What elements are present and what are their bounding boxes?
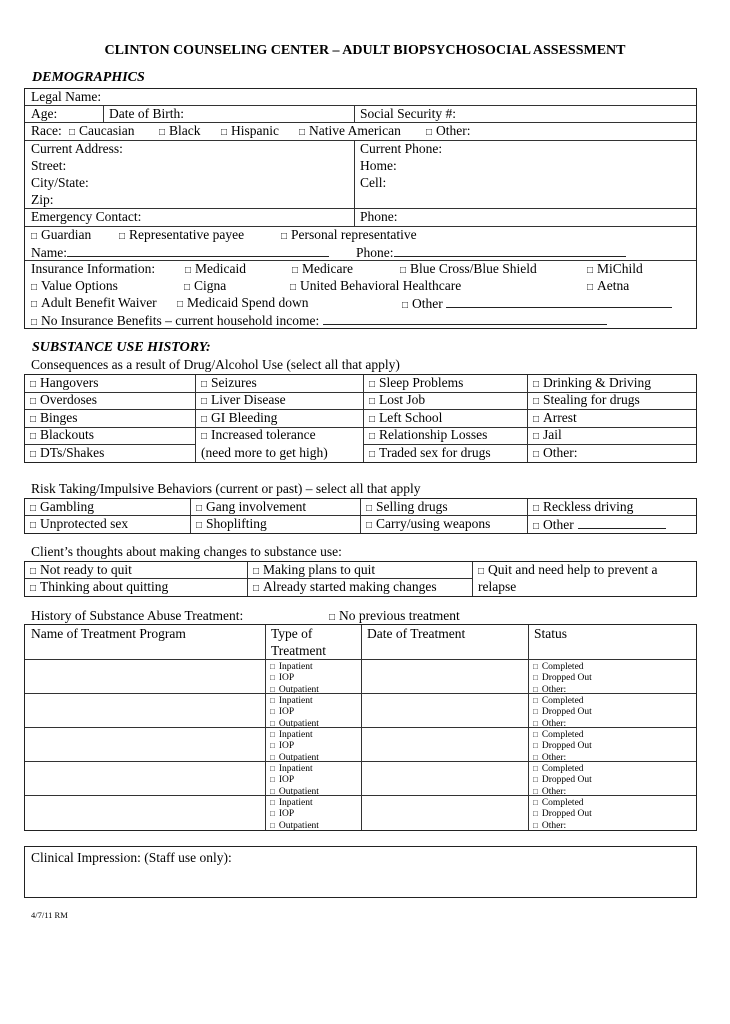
ssn-label: Social Security #:: [360, 106, 456, 121]
checkbox-icon[interactable]: □: [270, 730, 275, 739]
consequence-option[interactable]: □ Increased tolerance: [201, 427, 316, 443]
checkbox-icon[interactable]: □: [270, 775, 275, 785]
checkbox-icon[interactable]: □: [253, 583, 260, 594]
race-option-other[interactable]: □ Other:: [426, 123, 471, 138]
treatment-label: History of Substance Abuse Treatment:: [31, 608, 244, 623]
treatment-type-option[interactable]: □ IOP: [270, 707, 295, 718]
thought-already-started[interactable]: □ Already started making changes: [253, 579, 437, 594]
thought-quit-line2: relapse: [478, 579, 517, 594]
checkbox-icon[interactable]: □: [221, 127, 228, 138]
status-option[interactable]: □ Other:: [533, 752, 567, 763]
home-phone-label: Home:: [360, 158, 397, 173]
clinical-impression-box[interactable]: [24, 846, 697, 898]
status-option[interactable]: □ Completed: [533, 696, 584, 706]
checkbox-icon[interactable]: □: [270, 707, 275, 717]
checkbox-icon[interactable]: □: [201, 379, 208, 390]
checkbox-icon[interactable]: □: [533, 431, 540, 443]
checkbox-icon[interactable]: □: [478, 566, 485, 577]
insurance-cigna[interactable]: □ Cigna: [184, 278, 227, 293]
status-option[interactable]: □ Dropped Out: [533, 775, 592, 786]
checkbox-icon[interactable]: □: [426, 127, 433, 138]
clinical-impression-label: Clinical Impression: (Staff use only):: [31, 850, 232, 865]
status-option[interactable]: □ Dropped Out: [533, 707, 592, 718]
insurance-medicaid-spend-down[interactable]: □ Medicaid Spend down: [177, 295, 309, 310]
checkbox-icon[interactable]: □: [299, 127, 306, 138]
status-option[interactable]: □ Other:: [533, 684, 567, 695]
insurance-none-household-income[interactable]: □ No Insurance Benefits – current household income:: [31, 312, 607, 331]
checkbox-icon[interactable]: □: [270, 820, 275, 830]
current-phone-label: Current Phone:: [360, 141, 443, 156]
treatment-type-option[interactable]: □ Inpatient: [270, 798, 313, 808]
insurance-united-behavioral[interactable]: □ United Behavioral Healthcare: [290, 278, 462, 293]
treatment-type-option[interactable]: □ Inpatient: [270, 730, 313, 740]
checkbox-icon[interactable]: □: [30, 503, 37, 514]
checkbox-icon[interactable]: □: [270, 798, 275, 807]
insurance-label: Insurance Information:: [31, 261, 156, 276]
checkbox-icon[interactable]: □: [253, 566, 260, 577]
option-guardian[interactable]: □ Guardian: [31, 227, 92, 242]
risk-option[interactable]: □ Other: [533, 516, 666, 535]
no-previous-treatment[interactable]: □ No previous treatment: [329, 608, 460, 623]
treatment-type-option[interactable]: □ IOP: [270, 673, 295, 684]
checkbox-icon[interactable]: □: [402, 300, 409, 311]
checkbox-icon[interactable]: □: [369, 413, 376, 425]
treatment-type-option[interactable]: □ Inpatient: [270, 662, 313, 672]
risk-option[interactable]: □ Selling drugs: [366, 499, 448, 514]
checkbox-icon[interactable]: □: [533, 730, 538, 739]
consequence-option[interactable]: □ Sleep Problems: [369, 375, 464, 390]
checkbox-icon[interactable]: □: [201, 431, 208, 443]
thoughts-label: Client’s thoughts about making changes to substance use:: [31, 544, 342, 559]
form-title: CLINTON COUNSELING CENTER – ADULT BIOPSYCHOSOCIAL ASSESSMENT: [104, 43, 626, 58]
race-label: Race:: [31, 123, 62, 138]
checkbox-icon[interactable]: □: [533, 521, 540, 532]
race-option-caucasian[interactable]: □ Caucasian: [69, 123, 135, 138]
checkbox-icon[interactable]: □: [587, 282, 594, 293]
risk-option[interactable]: □ Carry/using weapons: [366, 516, 491, 531]
insurance-medicare[interactable]: □ Medicare: [292, 261, 354, 276]
checkbox-icon[interactable]: □: [31, 231, 38, 242]
consequence-option[interactable]: □ DTs/Shakes: [30, 444, 105, 460]
checkbox-icon[interactable]: □: [30, 566, 37, 577]
dob-label: Date of Birth:: [109, 106, 184, 121]
treatment-type-option[interactable]: □ Outpatient: [270, 718, 319, 729]
consequence-option[interactable]: □ Blackouts: [30, 427, 95, 443]
footer-revision: 4/7/11 RM: [31, 910, 68, 920]
consequence-option[interactable]: □ Arrest: [533, 409, 577, 425]
checkbox-icon[interactable]: □: [185, 265, 192, 276]
thought-thinking[interactable]: □ Thinking about quitting: [30, 579, 169, 594]
checkbox-icon[interactable]: □: [30, 583, 37, 594]
status-option[interactable]: □ Other:: [533, 718, 567, 729]
checkbox-icon[interactable]: □: [533, 741, 538, 751]
checkbox-icon[interactable]: □: [533, 448, 540, 460]
zip-label: Zip:: [31, 192, 54, 207]
checkbox-icon[interactable]: □: [119, 231, 126, 242]
treatment-type-option[interactable]: □ Outpatient: [270, 820, 319, 831]
checkbox-icon[interactable]: □: [31, 282, 38, 293]
checkbox-icon[interactable]: □: [270, 809, 275, 819]
checkbox-icon[interactable]: □: [270, 741, 275, 751]
checkbox-icon[interactable]: □: [292, 265, 299, 276]
checkbox-icon[interactable]: □: [533, 718, 538, 728]
checkbox-icon[interactable]: □: [533, 775, 538, 785]
risk-option[interactable]: □ Shoplifting: [196, 516, 267, 531]
checkbox-icon[interactable]: □: [30, 396, 37, 408]
checkbox-icon[interactable]: □: [369, 396, 376, 408]
race-option-hispanic[interactable]: □ Hispanic: [221, 123, 280, 138]
checkbox-icon[interactable]: □: [533, 707, 538, 717]
checkbox-icon[interactable]: □: [533, 786, 538, 796]
race-option-black[interactable]: □ Black: [159, 123, 201, 138]
insurance-michild[interactable]: □ MiChild: [587, 261, 643, 276]
risk-option[interactable]: □ Unprotected sex: [30, 516, 129, 531]
checkbox-icon[interactable]: □: [270, 764, 275, 773]
emergency-contact-label: Emergency Contact:: [31, 209, 142, 224]
consequence-option[interactable]: □ Left School: [369, 409, 443, 425]
cell-phone-label: Cell:: [360, 175, 387, 190]
checkbox-icon[interactable]: □: [533, 820, 538, 830]
street-label: Street:: [31, 158, 67, 173]
consequences-label: Consequences as a result of Drug/Alcohol Use (select all that apply): [31, 357, 400, 372]
checkbox-icon[interactable]: □: [270, 718, 275, 728]
rep-phone-field[interactable]: Phone:: [356, 244, 626, 261]
checkbox-icon[interactable]: □: [533, 673, 538, 683]
checkbox-icon[interactable]: □: [201, 396, 208, 408]
checkbox-icon[interactable]: □: [196, 520, 203, 531]
treatment-type-option[interactable]: □ Inpatient: [270, 764, 313, 774]
checkbox-icon[interactable]: □: [270, 673, 275, 683]
thoughts-table: [24, 561, 697, 597]
risk-option[interactable]: □ Gambling: [30, 499, 95, 514]
checkbox-icon[interactable]: □: [533, 752, 538, 762]
header-status: Status: [534, 626, 568, 641]
consequence-option[interactable]: □ Jail: [533, 427, 562, 443]
header-type-line2: Treatment: [271, 643, 326, 658]
checkbox-icon[interactable]: □: [533, 696, 538, 705]
checkbox-icon[interactable]: □: [369, 379, 376, 390]
checkbox-icon[interactable]: □: [533, 662, 538, 671]
checkbox-icon[interactable]: □: [201, 413, 208, 425]
treatment-type-option[interactable]: □ Outpatient: [270, 684, 319, 695]
checkbox-icon[interactable]: □: [533, 396, 540, 408]
checkbox-icon[interactable]: □: [270, 662, 275, 671]
checkbox-icon[interactable]: □: [196, 503, 203, 514]
checkbox-icon[interactable]: □: [31, 299, 38, 310]
consequence-option[interactable]: □ Other:: [533, 444, 578, 460]
treatment-type-option[interactable]: □ Outpatient: [270, 752, 319, 763]
checkbox-icon[interactable]: □: [177, 299, 184, 310]
checkbox-icon[interactable]: □: [30, 520, 37, 531]
checkbox-icon[interactable]: □: [533, 379, 540, 390]
thought-making-plans[interactable]: □ Making plans to quit: [253, 562, 376, 577]
checkbox-icon[interactable]: □: [270, 696, 275, 705]
treatment-type-option[interactable]: □ IOP: [270, 809, 295, 820]
option-personal-representative[interactable]: □ Personal representative: [281, 227, 417, 242]
insurance-medicaid[interactable]: □ Medicaid: [185, 261, 247, 276]
rep-name-field[interactable]: Name:: [31, 244, 329, 261]
consequence-option[interactable]: □ GI Bleeding: [201, 409, 278, 425]
checkbox-icon[interactable]: □: [30, 448, 37, 460]
treatment-type-option[interactable]: □ IOP: [270, 775, 295, 786]
risk-table: [24, 498, 697, 534]
checkbox-icon[interactable]: □: [30, 379, 37, 390]
checkbox-icon[interactable]: □: [587, 265, 594, 276]
age-label: Age:: [31, 106, 58, 121]
checkbox-icon[interactable]: □: [533, 809, 538, 819]
treatment-table: [24, 624, 697, 831]
insurance-aetna[interactable]: □ Aetna: [587, 278, 630, 293]
checkbox-icon[interactable]: □: [533, 684, 538, 694]
checkbox-icon[interactable]: □: [366, 520, 373, 531]
thought-not-ready[interactable]: □ Not ready to quit: [30, 562, 132, 577]
city-state-label: City/State:: [31, 175, 89, 190]
insurance-value-options[interactable]: □ Value Options: [31, 278, 118, 293]
checkbox-icon[interactable]: □: [290, 282, 297, 293]
header-type-line1: Type of: [271, 626, 313, 641]
checkbox-icon[interactable]: □: [281, 231, 288, 242]
treatment-type-option[interactable]: □ Outpatient: [270, 786, 319, 797]
insurance-adult-benefit-waiver[interactable]: □ Adult Benefit Waiver: [31, 295, 157, 310]
checkbox-icon[interactable]: □: [533, 798, 538, 807]
insurance-other[interactable]: □ Other: [402, 295, 672, 314]
checkbox-icon[interactable]: □: [31, 317, 38, 328]
checkbox-icon[interactable]: □: [30, 413, 37, 425]
checkbox-icon[interactable]: □: [329, 612, 336, 623]
status-option[interactable]: □ Completed: [533, 662, 584, 672]
consequence-option[interactable]: □ Lost Job: [369, 392, 426, 408]
checkbox-icon[interactable]: □: [400, 265, 407, 276]
treatment-type-option[interactable]: □ IOP: [270, 741, 295, 752]
checkbox-icon[interactable]: □: [369, 448, 376, 460]
status-option[interactable]: □ Dropped Out: [533, 741, 592, 752]
consequence-option[interactable]: □ Drinking & Driving: [533, 375, 652, 390]
demographics-heading: DEMOGRAPHICS: [32, 70, 145, 85]
treatment-type-option[interactable]: □ Inpatient: [270, 696, 313, 706]
status-option[interactable]: □ Other:: [533, 786, 567, 797]
substance-heading: SUBSTANCE USE HISTORY:: [32, 340, 211, 355]
consequence-option[interactable]: □ Stealing for drugs: [533, 392, 640, 408]
risk-option[interactable]: □ Reckless driving: [533, 499, 634, 514]
consequence-option[interactable]: □ Overdoses: [30, 392, 98, 408]
status-option[interactable]: □ Dropped Out: [533, 673, 592, 684]
checkbox-icon[interactable]: □: [69, 127, 76, 138]
header-date: Date of Treatment: [367, 626, 466, 641]
header-program-name: Name of Treatment Program: [31, 626, 186, 641]
risk-option[interactable]: □ Gang involvement: [196, 499, 307, 514]
consequence-option[interactable]: □ Liver Disease: [201, 392, 286, 408]
checkbox-icon[interactable]: □: [270, 684, 275, 694]
consequence-note: (need more to get high): [201, 444, 328, 460]
status-option[interactable]: □ Completed: [533, 798, 584, 808]
checkbox-icon[interactable]: □: [270, 786, 275, 796]
checkbox-icon[interactable]: □: [184, 282, 191, 293]
risk-label: Risk Taking/Impulsive Behaviors (current or past) – select all that apply: [31, 481, 421, 496]
status-option[interactable]: □ Dropped Out: [533, 809, 592, 820]
emergency-phone-label: Phone:: [360, 209, 398, 224]
consequence-option[interactable]: □ Hangovers: [30, 375, 99, 390]
current-address-label: Current Address:: [31, 141, 123, 156]
option-representative-payee[interactable]: □ Representative payee: [119, 227, 245, 242]
consequence-option[interactable]: □ Relationship Losses: [369, 427, 488, 443]
thought-quit-need-help[interactable]: □ Quit and need help to prevent a: [478, 562, 658, 577]
status-option[interactable]: □ Other:: [533, 820, 567, 831]
checkbox-icon[interactable]: □: [533, 764, 538, 773]
insurance-bcbs[interactable]: □ Blue Cross/Blue Shield: [400, 261, 537, 276]
checkbox-icon[interactable]: □: [270, 752, 275, 762]
status-option[interactable]: □ Completed: [533, 730, 584, 740]
status-option[interactable]: □ Completed: [533, 764, 584, 774]
consequence-option[interactable]: □ Seizures: [201, 375, 257, 390]
consequence-option[interactable]: □ Traded sex for drugs: [369, 444, 491, 460]
checkbox-icon[interactable]: □: [159, 127, 166, 138]
checkbox-icon[interactable]: □: [533, 503, 540, 514]
consequences-table: [24, 374, 697, 463]
checkbox-icon[interactable]: □: [369, 431, 376, 443]
checkbox-icon[interactable]: □: [30, 431, 37, 443]
checkbox-icon[interactable]: □: [366, 503, 373, 514]
demographics-table: [24, 88, 697, 329]
checkbox-icon[interactable]: □: [533, 413, 540, 425]
legal-name-label: Legal Name:: [31, 89, 102, 104]
race-option-native-american[interactable]: □ Native American: [299, 123, 401, 138]
consequence-option[interactable]: □ Binges: [30, 409, 78, 425]
